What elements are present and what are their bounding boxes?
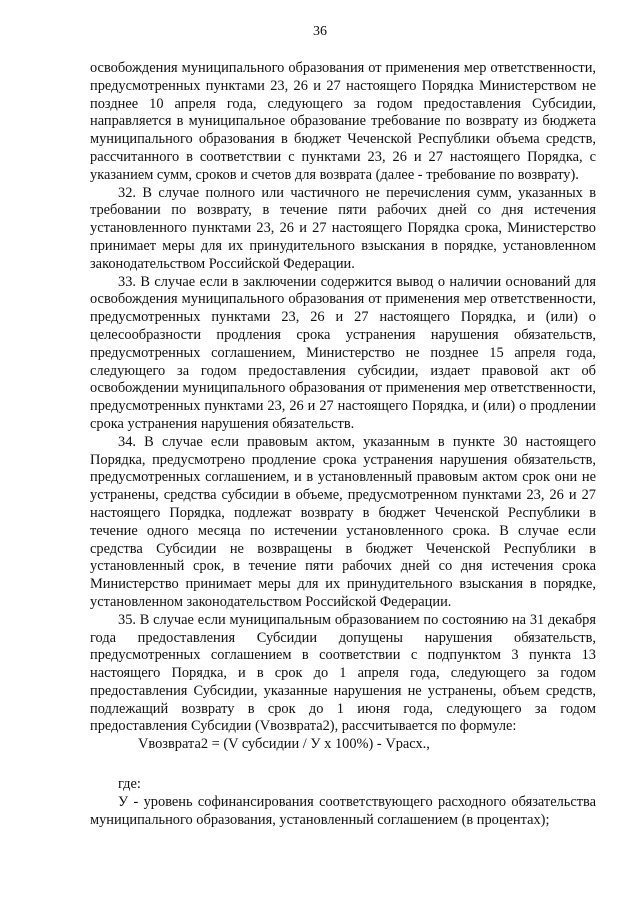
paragraph-33: 33. В случае если в заключении содержится вывод о наличии оснований для освобождения муниципального образования от применения мер ответственности, предусмотренных пунктами 23, 26 и 27 настоящего Порядка, и (или) о целесообразности продления срока устранения нарушения обязательств, предусмотренных соглашением, Министерство не позднее 15 апреля года, следующего за годом предоставления субсидии, издает правовой акт об освобождении муниципального образования от применения мер ответственности, предусмотренных пунктами 23, 26 и 27 настоящего Порядка, и (или) о продлении срока устранения нарушения обязательств. [90, 273, 596, 432]
page-number: 36 [313, 24, 327, 39]
paragraph-31-continued: освобождения муниципального образования от применения мер ответственности, предусмотренных пунктами 23, 26 и 27 настоящего Порядка Министерством не позднее 10 апреля года, следующего за годом предоставления Субсидии, направляется в муниципальное образование требование по возврату из бюджета муниципального образования в бюджет Чеченской Республики объема средств, рассчитанного в соответствии с пунктами 23, 26 и 27 настоящего Порядка, с указанием сумм, сроков и счетов для возврата (далее - требование по возврату). [90, 60, 596, 183]
document-body [90, 60, 596, 829]
paragraph-34: 34. В случае если правовым актом, указанным в пункте 30 настоящего Порядка, предусмотрено продление срока устранения нарушения обязательств, предусмотренных соглашением, и в установленный правовым актом срок они не устранены, средства субсидии в объеме, предусмотренном пунктами 23, 26 и 27 настоящего Порядка, подлежат возврату в бюджет Чеченской Республики в течение одного месяца по истечении установленного срока. В случае если средства Субсидии не возвращены в бюджет Чеченской Республики в установленный срок, в течение пяти рабочих дней со дня истечения срока Министерство принимает меры для их принудительного взыскания в порядке, установленном законодательством Российской Федерации. [90, 433, 596, 610]
where-label: где: [118, 776, 141, 793]
definition-u: У - уровень софинансирования соответствующего расходного обязательства муниципального образования, установленный соглашением (в процентах); [90, 793, 596, 828]
paragraph-32: 32. В случае полного или частичного не перечисления сумм, указанных в требовании по возврату, в течение пяти рабочих дней со дня истечения установленного пунктами 23, 26 и 27 настоящего Порядка срока, Министерство принимает меры для их принудительного взыскания в порядке, установленном законодательством Российской Федерации. [90, 184, 596, 272]
formula: Vвозврата2 = (V субсидии / У х 100%) - Vрасх., [138, 736, 430, 753]
paragraph-35: 35. В случае если муниципальным образованием по состоянию на 31 декабря года предоставления Субсидии допущены нарушения обязательств, предусмотренных соглашением в соответствии с подпунктом 3 пункта 13 настоящего Порядка, и в срок до 1 апреля года, следующего за годом предоставления Субсидии, указанные нарушения не устранены, объем средств, подлежащий возврату в срок до 1 июня года, следующего за годом предоставления Субсидии (Vвозврата2), рассчитывается по формуле: [90, 611, 596, 735]
